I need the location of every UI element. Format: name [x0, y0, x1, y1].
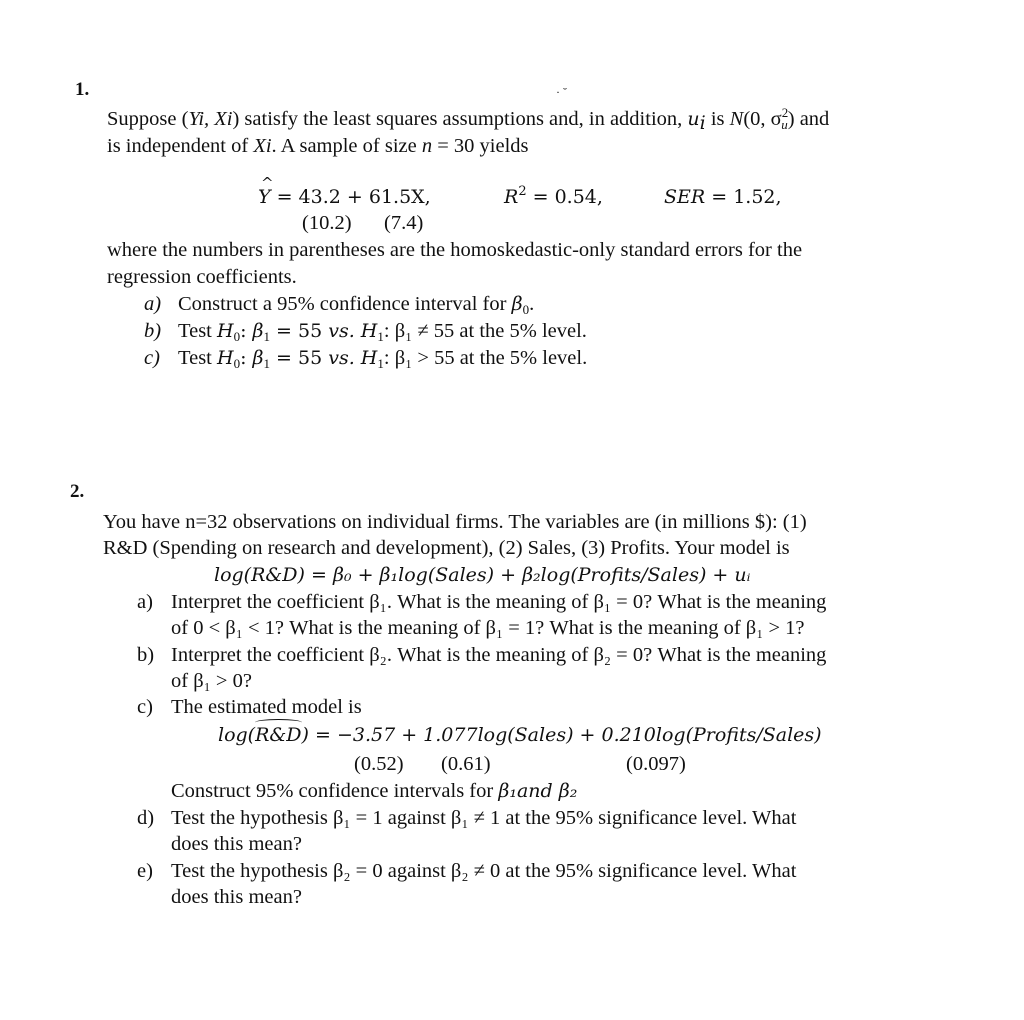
- q2-intro-line-1: You have n=32 observations on individual firms. The variables are (in millions $): (1): [103, 511, 807, 533]
- q2-intro-line-2: R&D (Spending on research and development), (2) Sales, (3) Profits. Your model is: [103, 537, 790, 559]
- q2-item-b-label: b): [137, 644, 155, 666]
- q1-regression-equation: ^ Y = 43.2 + 61.5X,: [258, 184, 431, 211]
- rd-hat: R&D: [255, 722, 301, 749]
- q2-item-a-label: a): [137, 591, 153, 613]
- q2-se-profits: (0.097): [626, 753, 686, 775]
- question-1-number: 1.: [75, 79, 90, 100]
- q2-item-b-line-1: Interpret the coefficient β₂. What is the meaning of β₂ = 0? What is the meaning: [171, 644, 827, 666]
- q2-item-b-line-2: of β₁ > 0?: [171, 670, 252, 692]
- q2-item-e-line-1: Test the hypothesis β₂ = 0 against β₂ ≠ 0 at the 95% significance level. What: [171, 860, 797, 882]
- q2-item-d-line-2: does this mean?: [171, 833, 302, 855]
- q2-item-a-line-2: of 0 < β₁ < 1? What is the meaning of β₁ = 1? What is the meaning of β₁ > 1?: [171, 617, 805, 639]
- q2-item-c-line-3: Construct 95% confidence intervals for β₁and β₂: [171, 780, 578, 802]
- q2-item-e-line-2: does this mean?: [171, 886, 302, 908]
- q1-ser: SER = 1.52,: [664, 186, 782, 208]
- q2-model-equation: log(R&D) = β₀ + β₁log(Sales) + β₂log(Profits/Sales) + uᵢ: [214, 564, 751, 586]
- q1-item-b: b) Test $H_0$: $\beta_1 = 55$ vs. $H_1$: β₁ ≠ 55 at the 5% level.: [144, 320, 587, 344]
- question-2-number: 2.: [70, 481, 85, 502]
- q1-intro-line-1: Suppose (Yi, Xi) satisfy the least squares assumptions and, in addition, $u_i$ is N(0, $\sigma^2_u$) and: [107, 105, 830, 134]
- q2-item-e-label: e): [137, 860, 153, 882]
- q2-item-d-label: d): [137, 807, 155, 829]
- q2-item-c-line-1: The estimated model is: [171, 696, 362, 718]
- q1-item-a: a) Construct a 95% confidence interval for $\beta_0$.: [144, 293, 535, 317]
- q1-r-squared: $R^2 = 0.54$,: [504, 184, 603, 208]
- q2-item-d-line-1: Test the hypothesis β₁ = 1 against β₁ ≠ 1 at the 95% significance level. What: [171, 807, 797, 829]
- q2-item-c-label: c): [137, 696, 153, 718]
- q1-item-c: c) Test $H_0$: $\beta_1 = 55$ vs. $H_1$: β₁ > 55 at the 5% level.: [144, 347, 588, 371]
- q2-estimated-equation: log(R&D) = −3.57 + 1.077log(Sales) + 0.210log(Profits/Sales): [218, 722, 822, 749]
- q1-se-slope: (7.4): [384, 212, 424, 234]
- stray-mark: · ˘: [556, 85, 567, 99]
- q1-intro-line-2: is independent of Xi. A sample of size n = 30 yields: [107, 135, 529, 157]
- q1-text-line-1: where the numbers in parentheses are the homoskedastic-only standard errors for the: [107, 239, 803, 261]
- q2-se-intercept: (0.52): [354, 753, 404, 775]
- q1-text-line-2: regression coefficients.: [107, 266, 297, 288]
- q2-se-sales: (0.61): [441, 753, 491, 775]
- q1-se-intercept: (10.2): [302, 212, 352, 234]
- q2-item-a-line-1: Interpret the coefficient β₁. What is the meaning of β₁ = 0? What is the meaning: [171, 591, 827, 613]
